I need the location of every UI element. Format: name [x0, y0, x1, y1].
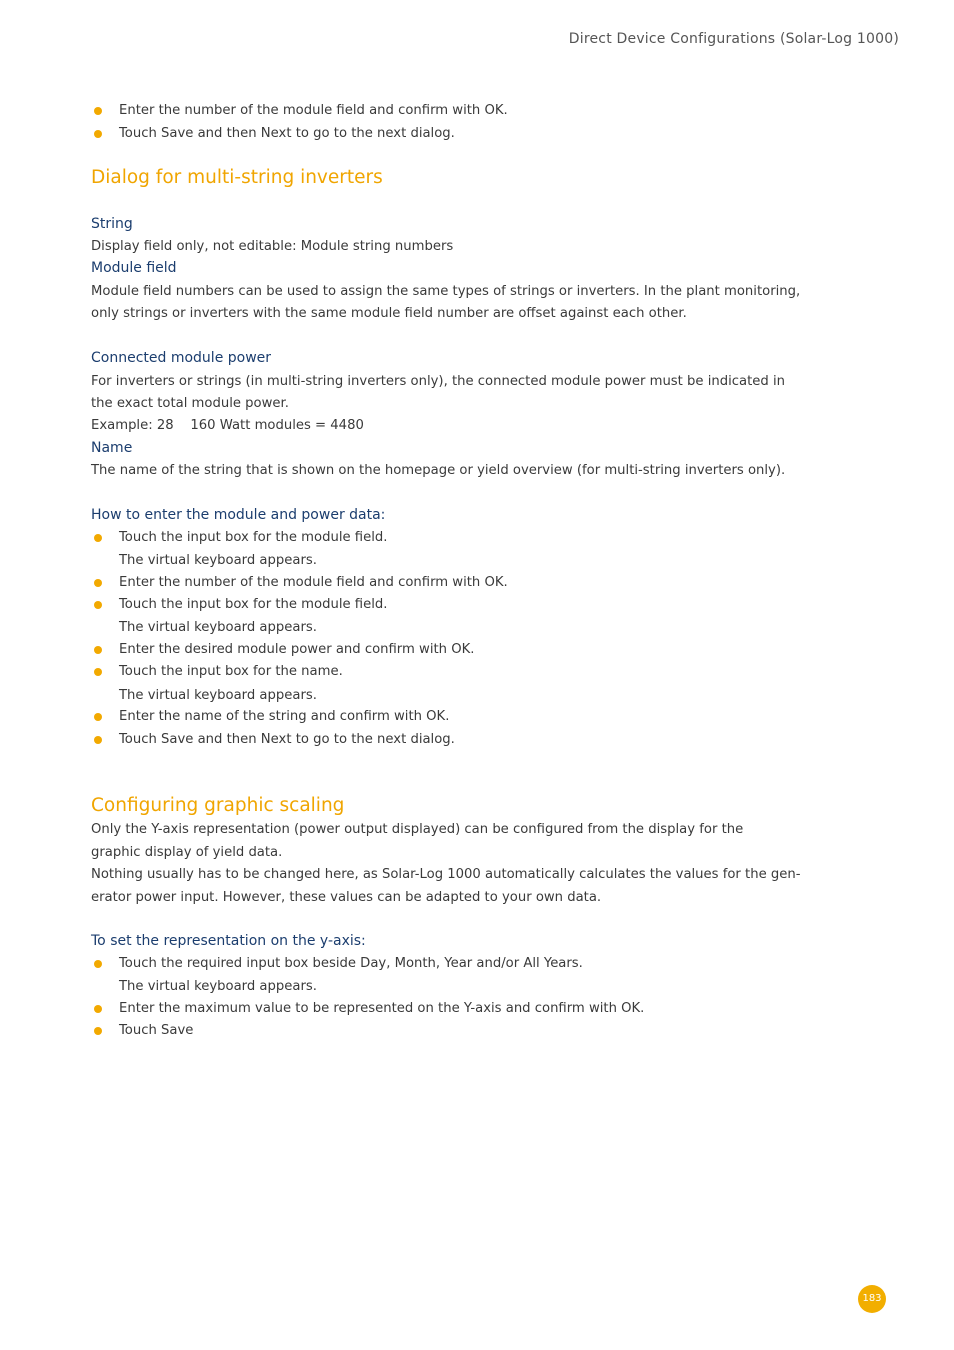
yaxis-label: To set the representation on the y-axis: [91, 933, 366, 949]
connected-power-text-line1: For inverters or strings (in multi-string inverters only), the connected module power must be indicated in [91, 374, 785, 389]
bullet-icon [94, 668, 102, 676]
scaling-text-p2-line1: Nothing usually has to be changed here, as Solar-Log 1000 automatically calculates the values for the gen- [91, 867, 801, 882]
bullet-icon [94, 1005, 102, 1013]
bullet-text: Touch Save and then Next to go to the next dialog. [119, 126, 455, 141]
bullet-text: Enter the maximum value to be represented on the Y-axis and confirm with OK. [119, 1001, 645, 1016]
string-label: String [91, 216, 133, 232]
bullet-text: Touch the input box for the name. [119, 664, 343, 679]
section-heading-graphic-scaling: Configuring graphic scaling [91, 795, 345, 816]
connected-power-label: Connected module power [91, 350, 272, 366]
howto-label: How to enter the module and power data: [91, 507, 386, 523]
bullet-icon [94, 1027, 102, 1035]
section-heading-multi-string: Dialog for multi-string inverters [91, 167, 383, 188]
bullet-icon [94, 601, 102, 609]
bullet-icon [94, 534, 102, 542]
bullet-icon [94, 736, 102, 744]
connected-power-text-line2: the exact total module power. [91, 396, 289, 411]
module-field-label: Module field [91, 260, 177, 276]
scaling-text-p1-line1: Only the Y-axis representation (power output displayed) can be configured from the display for the [91, 822, 744, 837]
module-field-text-line2: only strings or inverters with the same module field number are offset against each other. [91, 306, 687, 321]
bullet-icon [94, 646, 102, 654]
name-label: Name [91, 440, 133, 456]
bullet-icon [94, 107, 102, 115]
bullet-icon [94, 579, 102, 587]
bullet-icon [94, 713, 102, 721]
page-number-badge: 183 [858, 1285, 886, 1313]
bullet-text: Touch the input box for the module field. [119, 597, 388, 612]
scaling-text-p2-line2: erator power input. However, these values can be adapted to your own data. [91, 890, 602, 905]
bullet-note: The virtual keyboard appears. [119, 979, 317, 994]
bullet-text: Enter the number of the module field and confirm with OK. [119, 103, 508, 118]
bullet-icon [94, 130, 102, 138]
bullet-text: Enter the name of the string and confirm with OK. [119, 709, 450, 724]
scaling-text-p1-line2: graphic display of yield data. [91, 845, 283, 860]
bullet-note: The virtual keyboard appears. [119, 620, 317, 635]
bullet-text: Enter the desired module power and confirm with OK. [119, 642, 475, 657]
running-header: Direct Device Configurations (Solar-Log 1000) [568, 31, 899, 47]
bullet-text: Touch Save [119, 1023, 194, 1038]
string-text: Display field only, not editable: Module string numbers [91, 239, 454, 254]
bullet-icon [94, 960, 102, 968]
module-field-text-line1: Module field numbers can be used to assign the same types of strings or inverters. In the plant monitoring, [91, 284, 801, 299]
connected-power-example: Example: 28 160 Watt modules = 4480 [91, 418, 364, 433]
bullet-text: Touch the input box for the module field. [119, 530, 388, 545]
bullet-text: Touch Save and then Next to go to the next dialog. [119, 732, 455, 747]
bullet-text: Enter the number of the module field and confirm with OK. [119, 575, 508, 590]
bullet-text: Touch the required input box beside Day, Month, Year and/or All Years. [119, 956, 583, 971]
bullet-note: The virtual keyboard appears. [119, 553, 317, 568]
name-text: The name of the string that is shown on the homepage or yield overview (for multi-string inverters only). [91, 463, 786, 478]
bullet-note: The virtual keyboard appears. [119, 688, 317, 703]
